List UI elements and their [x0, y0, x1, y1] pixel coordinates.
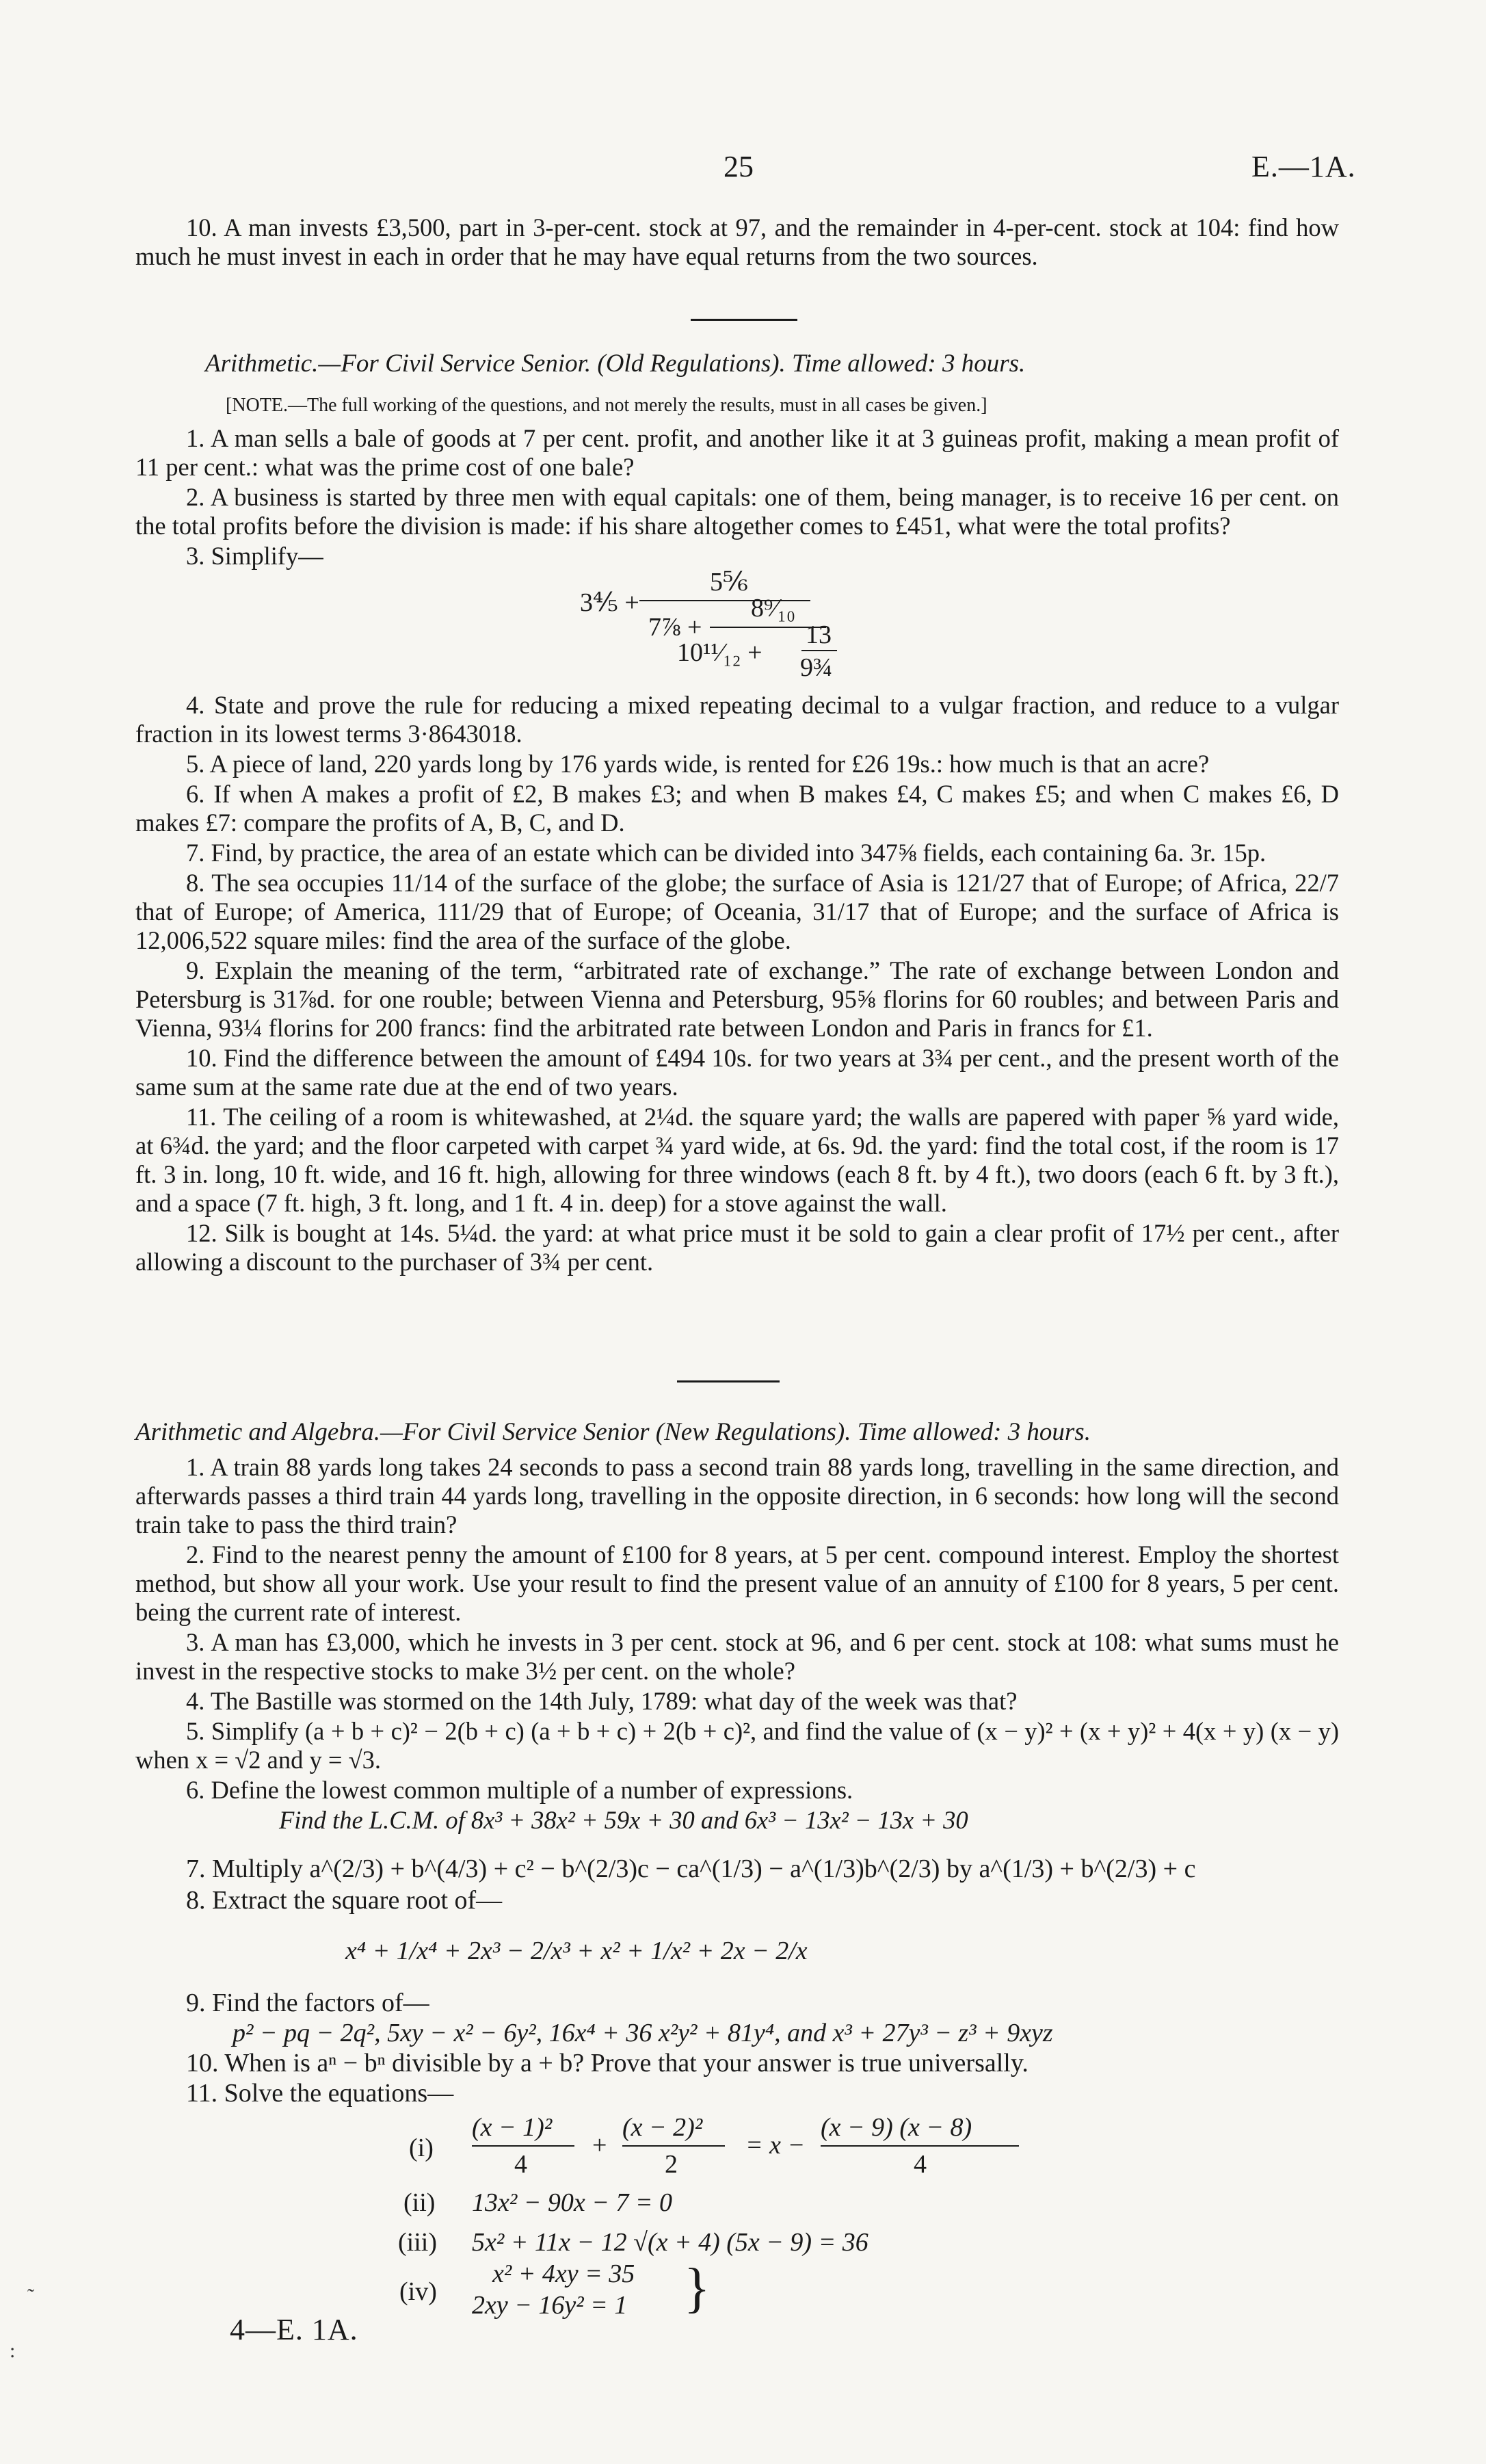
section-title-new-regulations: Arithmetic and Algebra.—For Civil Service Senior (New Regulations). Time allowed: 3 hours.	[135, 1418, 1091, 1446]
equation-label: (iv)	[399, 2277, 437, 2306]
question-text: 1. A man sells a bale of goods at 7 per cent. profit, and another like it at 3 guineas profit, making a mean profit of 11 per cent.: what was the prime cost of one bale?	[135, 424, 1339, 481]
operator: = x −	[745, 2131, 806, 2160]
question-text: 7. Find, by practice, the area of an estate which can be divided into 347⅝ fields, each containing 6a. 3r. 15p.	[186, 839, 1266, 867]
question-text: 6. Define the lowest common multiple of a number of expressions.	[186, 1776, 853, 1804]
fraction-term: 9¾	[800, 653, 833, 682]
question-text: 2. A business is started by three men with equal capitals: one of them, being manager, is to receive 16 per cent. on the total profits before the division is made: if his share altogether comes to £451, what were the total profits?	[135, 483, 1339, 540]
section2-questions	[135, 1453, 1339, 1836]
instruction-note: [NOTE.—The full working of the questions, and not merely the results, must in all cases be given.]	[226, 395, 987, 416]
section-divider	[677, 1380, 780, 1382]
question-text: 8. The sea occupies 11/14 of the surface of the globe; the surface of Asia is 121/27 that of Europe; of Africa, 22/7 that of Europe; of America, 111/29 that of Europe; of Oceania, 31/17 that of Europe; and the surface of Africa is 12,006,522 square miles: find the area of the surface of the globe.	[135, 869, 1339, 954]
question-text: 7. Multiply a^(2/3) + b^(4/3) + c² − b^(2/3)c − ca^(1/3) − a^(1/3)b^(2/3) by a^(1/3) + b^(2/3) + c	[186, 1854, 1196, 1883]
document-reference: E.—1A.	[1251, 150, 1356, 183]
operator: +	[592, 2131, 607, 2160]
question-text: 4. State and prove the rule for reducing a mixed repeating decimal to a vulgar fraction, and reduce to a vulgar fraction in its lowest terms 3·8643018.	[135, 691, 1339, 748]
top-question-block	[135, 213, 1339, 272]
question-text: 3. A man has £3,000, which he invests in 3 per cent. stock at 96, and 6 per cent. stock at 108: what sums must he invest in the respective stocks to make 3½ per cent. on the whole?	[135, 1628, 1339, 1685]
question-text: 10. When is aⁿ − bⁿ divisible by a + b? Prove that your answer is true universally.	[186, 2049, 1029, 2078]
question-text: 2. Find to the nearest penny the amount of £100 for 8 years, at 5 per cent. compound interest. Employ the shortest method, but show all your work. Use your result to find the present value of an annuity of £100 for 8 years, 5 per cent. being the current rate of interest.	[135, 1541, 1339, 1626]
section1-questions-a	[135, 424, 1339, 572]
fraction-bar	[472, 2145, 574, 2147]
margin-mark: :	[10, 2340, 16, 2362]
question-text: 10. Find the difference between the amount of £494 10s. for two years at 3¾ per cent., and the present worth of the same sum at the same rate due at the end of two years.	[135, 1044, 1339, 1101]
fraction-term: 7⅞ +	[648, 613, 702, 642]
equation: 13x² − 90x − 7 = 0	[472, 2188, 673, 2217]
equation: 2xy − 16y² = 1	[472, 2291, 628, 2320]
question-text: 11. The ceiling of a room is whitewashed, at 2¼d. the square yard; the walls are papered with paper ⅝ yard wide, at 6¾d. the yard; and the floor carpeted with carpet ¾ yard wide, at 6s. 9d. the yard: find the total cost, if the room is 17 ft. 3 in. long, 10 ft. wide, and 16 ft. high, allowing for three windows (each 8 ft. by 4 ft.), two doors (each 6 ft. by 3 ft.), and a space (7 ft. high, 3 ft. long, and 1 ft. 4 in. deep) for a stove against the wall.	[135, 1103, 1339, 1217]
section-divider	[691, 319, 797, 321]
numerator: (x − 9) (x − 8)	[821, 2113, 972, 2142]
equation-label: (i)	[409, 2134, 434, 2162]
math-expression: p² − pq − 2q², 5xy − x² − 6y², 16x⁴ + 36 x²y² + 81y⁴, and x³ + 27y³ − z³ + 9xyz	[233, 2019, 1053, 2047]
question-text: 9. Find the factors of—	[186, 1989, 429, 2017]
margin-mark: ˜	[27, 2285, 34, 2307]
question-text: Find the L.C.M. of 8x³ + 38x² + 59x + 30 and 6x³ − 13x² − 13x + 30	[279, 1806, 968, 1834]
fraction-bar	[622, 2145, 725, 2147]
equation: 5x² + 11x − 12 √(x + 4) (5x − 9) = 36	[472, 2228, 868, 2257]
fraction-term: 10¹¹⁄₁₂ +	[677, 638, 762, 667]
denominator: 2	[665, 2150, 678, 2179]
question-text: 11. Solve the equations—	[186, 2079, 454, 2108]
equation-label: (iii)	[398, 2228, 437, 2257]
brace: }	[684, 2258, 711, 2318]
fraction-term: 13	[806, 620, 832, 649]
question-text: 8. Extract the square root of—	[186, 1886, 503, 1915]
question-text: 6. If when A makes a profit of £2, B makes £3; and when B makes £4, C makes £5; and when C makes £6, D makes £7: compare the profits of A, B, C, and D.	[135, 780, 1339, 837]
question-text: 9. Explain the meaning of the term, “arbitrated rate of exchange.” The rate of exchange between London and Petersburg is 31⅞d. for one rouble; between Vienna and Petersburg, 95⅝ florins for 60 roubles; and between Paris and Vienna, 93¼ florins for 200 francs: find the arbitrated rate between London and Paris in francs for £1.	[135, 956, 1339, 1042]
fraction-bar	[821, 2145, 1019, 2147]
question-text: 1. A train 88 yards long takes 24 seconds to pass a second train 88 yards long, travelling in the same direction, and afterwards passes a third train 44 yards long, travelling in the opposite direction, in 6 seconds: how long will the second train take to pass the third train?	[135, 1453, 1339, 1538]
page-number: 25	[724, 150, 754, 183]
fraction-term: 8⁹⁄₁₀	[751, 594, 796, 622]
section-title-old-regulations: Arithmetic.—For Civil Service Senior. (Old Regulations). Time allowed: 3 hours.	[205, 350, 1026, 378]
fraction-bar	[801, 650, 837, 651]
question-label: 3. Simplify—	[186, 542, 323, 570]
denominator: 4	[914, 2150, 927, 2179]
question-text: 5. A piece of land, 220 yards long by 176 yards wide, is rented for £26 19s.: how much is that an acre?	[186, 750, 1210, 778]
question-text: 12. Silk is bought at 14s. 5¼d. the yard: at what price must it be sold to gain a clear profit of 17½ per cent., after allowing a discount to the purchaser of 3¾ per cent.	[135, 1219, 1339, 1276]
fraction-term: 3⅘ +	[580, 588, 639, 617]
footer-reference: 4—E. 1A.	[230, 2313, 358, 2346]
section1-questions-b	[135, 691, 1339, 1278]
question-text: 4. The Bastille was stormed on the 14th July, 1789: what day of the week was that?	[186, 1687, 1018, 1715]
fraction-term: 5⅚	[710, 568, 748, 597]
denominator: 4	[514, 2150, 527, 2179]
numerator: (x − 2)²	[622, 2113, 703, 2142]
numerator: (x − 1)²	[472, 2113, 553, 2142]
question-text: 10. A man invests £3,500, part in 3-per-cent. stock at 97, and the remainder in 4-per-cent. stock at 104: find how much he must invest in each in order that he may have equal returns from the two sources.	[135, 213, 1339, 270]
equation: x² + 4xy = 35	[492, 2259, 635, 2288]
question-text: 5. Simplify (a + b + c)² − 2(b + c) (a + b + c) + 2(b + c)², and find the value of (x − y)² + (x + y)² + 4(x + y) (x − y) when x = √2 and y = √3.	[135, 1717, 1339, 1774]
equation-label: (ii)	[403, 2188, 436, 2217]
math-expression: x⁴ + 1/x⁴ + 2x³ − 2/x³ + x² + 1/x² + 2x − 2/x	[345, 1937, 808, 1965]
